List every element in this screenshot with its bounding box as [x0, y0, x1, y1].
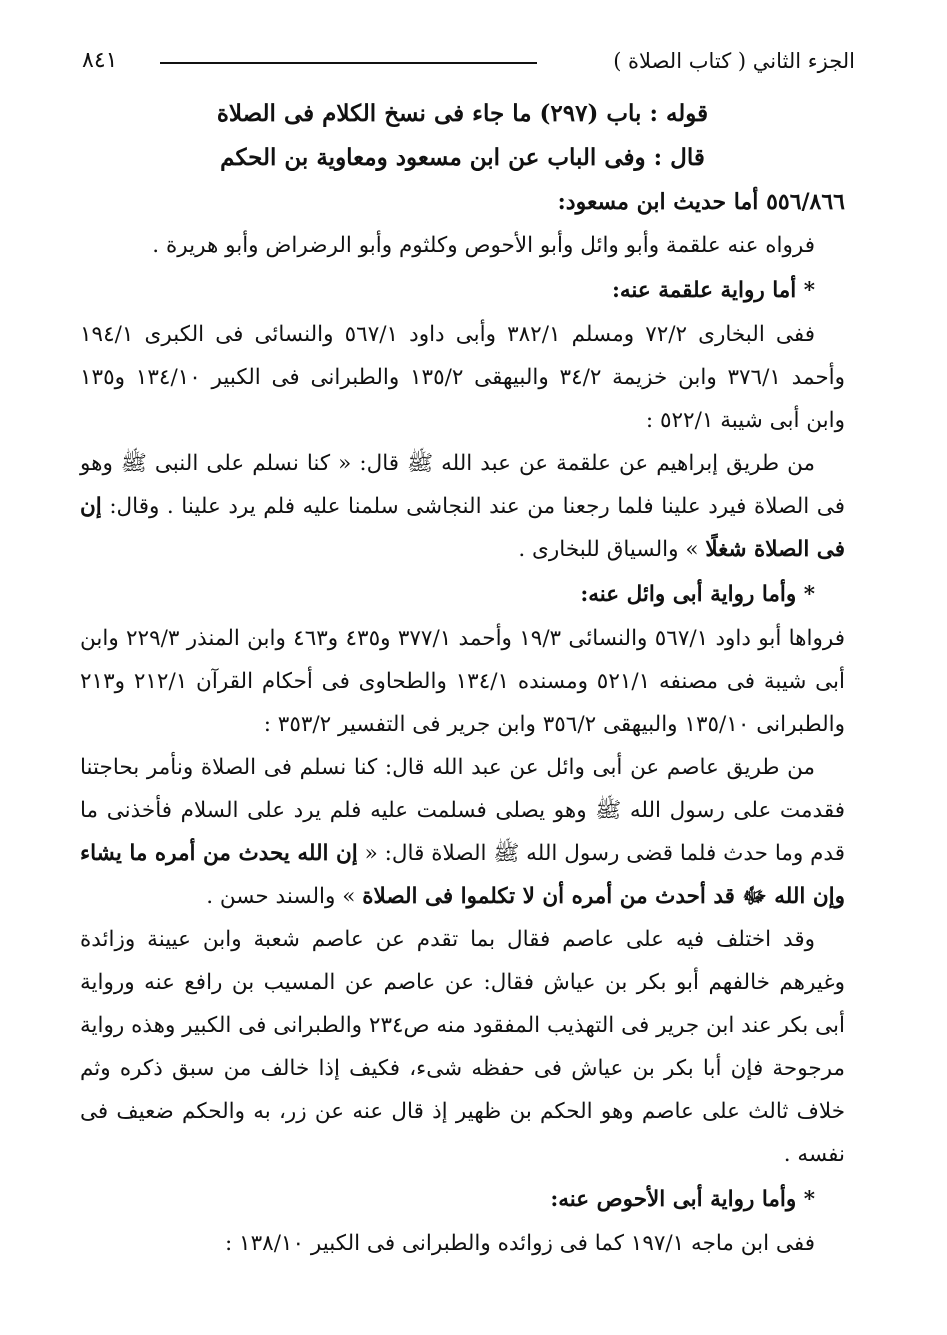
- chapter-title: قوله : باب (٢٩٧) ما جاء فى نسخ الكلام فى الصلاة: [216, 100, 709, 127]
- section-heading-text: وأما رواية أبى وائل عنه:: [580, 582, 797, 607]
- hadith-quote-bold: إن الله يحدث من أمره ما يشاء وإن الله ﷻ قد أحدث من أمره أن لا تكلموا فى الصلاة: [80, 841, 845, 909]
- section-heading-text: أما رواية علقمة عنه:: [611, 278, 797, 303]
- sources-paragraph-abu-ahwas: ففى ابن ماجه ١٩٧/١ كما فى زوائده والطبرانى فى الكبير ١٣٨/١٠ :: [224, 1231, 815, 1256]
- running-head: الجزء الثاني ( كتاب الصلاة ): [613, 49, 855, 73]
- hadith-text-part: » والسند حسن .: [206, 884, 356, 909]
- star-marker: *: [803, 278, 815, 303]
- star-marker: *: [803, 1187, 815, 1212]
- hadith-text-alqama: [80, 442, 845, 571]
- hadith-text-part: » والسياق للبخارى .: [518, 537, 699, 562]
- header-rule: [160, 62, 537, 64]
- hadith-text-abu-wail: [80, 746, 845, 918]
- hadith-text-part: من طريق عاصم عن أبى وائل عن عبد الله قال: كنا نسلم فى الصلاة ونأمر بحاجتنا فقدمت على رسول الله ﷺ وهو يصلى فسلمت عليه فلم يرد على السلام فأخذنى ما قدم وما حدث فلما قضى رسول الله ﷺ الصلاة قال: «: [80, 755, 845, 866]
- hadith-text-part: من طريق إبراهيم عن علقمة عن عبد الله ﷺ قال: « كنا نسلم على النبى ﷺ وهو فى الصلاة فيرد علينا فلما رجعنا من عند النجاشى سلمنا عليه فلم يرد علينا . وقال:: [80, 451, 845, 519]
- section-heading-abu-wail: [80, 573, 845, 617]
- star-marker: *: [803, 582, 815, 607]
- section-heading-abu-ahwas: [80, 1178, 845, 1222]
- narrators-paragraph: فرواه عنه علقمة وأبو وائل وأبو الأحوص وكلثوم وأبو الرضراض وأبو هريرة .: [152, 233, 815, 258]
- section-heading-text: وأما رواية أبى الأحوص عنه:: [550, 1187, 797, 1212]
- page-header: [82, 44, 855, 78]
- sources-paragraph-alqama: ففى البخارى ٧٢/٢ ومسلم ٣٨٢/١ وأبى داود ٥٦٧/١ والنسائى فى الكبرى ١٩٤/١ وأحمد ٣٧٦/١ وابن خزيمة ٣٤/٢ والبيهقى ١٣٥/٢ والطبرانى فى الكبير ١٣٤/١٠ و١٣٥ وابن أبى شيبة ٥٢٢/١ :: [80, 322, 845, 433]
- page-number: ٨٤١: [82, 48, 118, 73]
- hadith-quote-bold: إن فى الصلاة شغلًا: [80, 494, 845, 562]
- discussion-paragraph: وقد اختلف فيه على عاصم فقال بما تقدم عن عاصم شعبة وابن عيينة وزائدة وغيرهم خالفهم أبو بكر بن عياش فقال: عن عاصم عن المسيب بن رافع عنه ورواية أبى بكر عند ابن جرير فى التهذيب المفقود منه ص٢٣٤ والطبرانى فى الكبير وهذه رواية مرجوحة فإن أبا بكر بن عياش فى حفظه شىء، فكيف إذا خالف من سبق ذكره وثم خلاف ثالث على عاصم وهو الحكم بن ظهير إذ قال عنه عن زر، به والحكم ضعيف فى نفسه .: [79, 927, 845, 1167]
- page-body: [80, 92, 845, 1265]
- sources-paragraph-abu-wail: فرواها أبو داود ٥٦٧/١ والنسائى ١٩/٣ وأحمد ٣٧٧/١ و٤٣٥ و٤٦٣ وابن المنذر ٢٢٩/٣ وابن أبى شيبة فى مصنفه ٥٢١/١ ومسنده ١٣٤/١ والطحاوى فى أحكام القرآن ٢١٢/١ و٢١٣ والطبرانى ١٣٥/١٠ والبيهقى ٣٥٦/٢ وابن جرير فى التفسير ٣٥٣/٢ :: [80, 626, 846, 737]
- section-heading-alqama: [80, 269, 845, 313]
- chapter-subtitle: قال : وفى الباب عن ابن مسعود ومعاوية بن الحكم: [220, 144, 705, 171]
- hadith-reference: ٥٥٦/٨٦٦ أما حديث ابن مسعود:: [557, 189, 845, 215]
